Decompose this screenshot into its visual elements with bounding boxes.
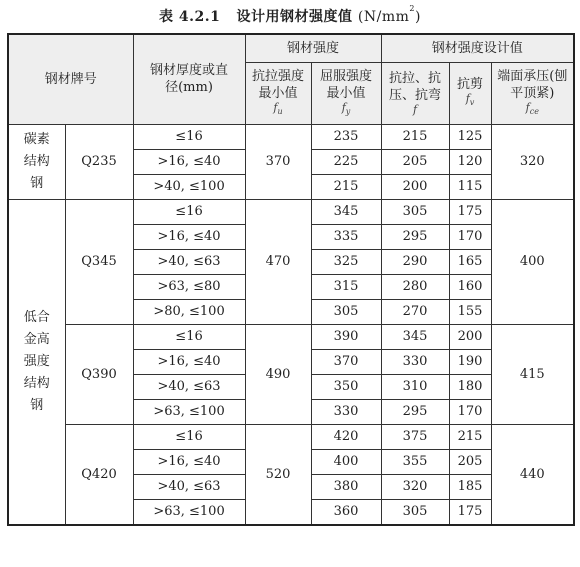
header-fu bbox=[245, 62, 311, 124]
header-fv-symbol bbox=[450, 93, 491, 109]
fce-cell: 415 bbox=[491, 324, 574, 424]
f-cell: 280 bbox=[381, 274, 449, 299]
f-cell: 270 bbox=[381, 299, 449, 324]
thickness-cell: >63, ≤80 bbox=[133, 274, 245, 299]
category-cell: 低合金高强度结构钢 bbox=[8, 199, 65, 525]
header-fv bbox=[449, 62, 491, 124]
fv-cell: 160 bbox=[449, 274, 491, 299]
fv-cell: 190 bbox=[449, 349, 491, 374]
caption-unit-end: ) bbox=[414, 9, 421, 25]
thickness-cell: >16, ≤40 bbox=[133, 449, 245, 474]
fy-cell: 390 bbox=[311, 324, 381, 349]
f-cell: 310 bbox=[381, 374, 449, 399]
header-fv-label: 抗剪 bbox=[457, 77, 484, 93]
fce-cell: 440 bbox=[491, 424, 574, 525]
fu-sub: u bbox=[277, 107, 283, 117]
thickness-cell: >40, ≤63 bbox=[133, 374, 245, 399]
fv-cell: 215 bbox=[449, 424, 491, 449]
f-cell: 375 bbox=[381, 424, 449, 449]
f-cell: 330 bbox=[381, 349, 449, 374]
header-f-symbol: f bbox=[412, 103, 418, 116]
header-fce-label: 端面承压(刨平顶紧) bbox=[497, 68, 568, 101]
fy-cell: 380 bbox=[311, 474, 381, 499]
fy-cell: 345 bbox=[311, 199, 381, 224]
fy-cell: 305 bbox=[311, 299, 381, 324]
fv-cell: 120 bbox=[449, 149, 491, 174]
header-thickness bbox=[133, 34, 245, 124]
thickness-cell: >80, ≤100 bbox=[133, 299, 245, 324]
fv-cell: 115 bbox=[449, 174, 491, 199]
header-strength: 钢材强度 bbox=[245, 34, 381, 62]
table-row bbox=[8, 324, 574, 349]
grade-cell: Q235 bbox=[65, 124, 133, 199]
f-cell: 205 bbox=[381, 149, 449, 174]
table-row bbox=[8, 424, 574, 449]
table-body bbox=[8, 124, 574, 525]
fy-sub: y bbox=[345, 107, 351, 117]
header-fy-label: 屈服强度最小值 bbox=[320, 68, 373, 101]
fce-sym: f bbox=[525, 100, 530, 114]
fv-cell: 165 bbox=[449, 249, 491, 274]
thickness-cell: >16, ≤40 bbox=[133, 149, 245, 174]
fv-sym: f bbox=[465, 92, 470, 106]
grade-cell: Q345 bbox=[65, 199, 133, 324]
fy-cell: 235 bbox=[311, 124, 381, 149]
thickness-cell: >63, ≤100 bbox=[133, 499, 245, 525]
thickness-cell: >40, ≤63 bbox=[133, 474, 245, 499]
thickness-cell: ≤16 bbox=[133, 124, 245, 149]
f-cell: 345 bbox=[381, 324, 449, 349]
fv-cell: 175 bbox=[449, 499, 491, 525]
fu-sym: f bbox=[273, 100, 278, 114]
fu-cell: 470 bbox=[245, 199, 311, 324]
fy-cell: 370 bbox=[311, 349, 381, 374]
thickness-cell: >16, ≤40 bbox=[133, 349, 245, 374]
fce-cell: 320 bbox=[491, 124, 574, 199]
table-row bbox=[8, 124, 574, 149]
table-caption bbox=[0, 6, 580, 26]
header-fu-symbol bbox=[246, 102, 311, 118]
fv-cell: 200 bbox=[449, 324, 491, 349]
caption-title: 设计用钢材强度值 bbox=[236, 9, 353, 25]
fv-cell: 185 bbox=[449, 474, 491, 499]
header-design: 钢材强度设计值 bbox=[381, 34, 574, 62]
caption-unit-sup: 2 bbox=[409, 4, 415, 13]
fy-sym: f bbox=[341, 100, 346, 114]
f-cell: 200 bbox=[381, 174, 449, 199]
fv-sub: v bbox=[469, 98, 475, 108]
fv-cell: 205 bbox=[449, 449, 491, 474]
header-fu-label: 抗拉强度最小值 bbox=[252, 68, 305, 101]
f-cell: 320 bbox=[381, 474, 449, 499]
f-cell: 305 bbox=[381, 499, 449, 525]
fce-cell: 400 bbox=[491, 199, 574, 324]
header-fy bbox=[311, 62, 381, 124]
thickness-cell: ≤16 bbox=[133, 324, 245, 349]
f-cell: 355 bbox=[381, 449, 449, 474]
fy-cell: 350 bbox=[311, 374, 381, 399]
thickness-cell: >16, ≤40 bbox=[133, 224, 245, 249]
fu-cell: 520 bbox=[245, 424, 311, 525]
header-fce-symbol bbox=[492, 102, 574, 118]
thickness-cell: ≤16 bbox=[133, 424, 245, 449]
grade-cell: Q390 bbox=[65, 324, 133, 424]
header-fy-symbol bbox=[312, 102, 381, 118]
caption-unit: (N/mm bbox=[357, 9, 410, 25]
f-cell: 215 bbox=[381, 124, 449, 149]
fy-cell: 325 bbox=[311, 249, 381, 274]
f-cell: 295 bbox=[381, 399, 449, 424]
thickness-cell: >63, ≤100 bbox=[133, 399, 245, 424]
f-cell: 295 bbox=[381, 224, 449, 249]
caption-label: 表 4.2.1 bbox=[159, 9, 221, 25]
header-f bbox=[381, 62, 449, 124]
fy-cell: 330 bbox=[311, 399, 381, 424]
fy-cell: 315 bbox=[311, 274, 381, 299]
header-thickness-text: 钢材厚度或直径(mm) bbox=[150, 63, 229, 96]
fu-cell: 490 bbox=[245, 324, 311, 424]
fv-cell: 175 bbox=[449, 199, 491, 224]
fv-cell: 170 bbox=[449, 224, 491, 249]
fv-cell: 125 bbox=[449, 124, 491, 149]
fy-cell: 420 bbox=[311, 424, 381, 449]
fy-cell: 360 bbox=[311, 499, 381, 525]
category-cell: 碳素结构钢 bbox=[8, 124, 65, 199]
fce-sub: ce bbox=[529, 107, 539, 117]
fy-cell: 400 bbox=[311, 449, 381, 474]
fv-cell: 180 bbox=[449, 374, 491, 399]
fv-cell: 155 bbox=[449, 299, 491, 324]
fy-cell: 225 bbox=[311, 149, 381, 174]
table-wrapper bbox=[7, 33, 573, 526]
f-cell: 305 bbox=[381, 199, 449, 224]
header-f-label: 抗拉、抗压、抗弯 bbox=[389, 71, 442, 103]
thickness-cell: >40, ≤63 bbox=[133, 249, 245, 274]
header-grade: 钢材牌号 bbox=[8, 34, 133, 124]
fy-cell: 215 bbox=[311, 174, 381, 199]
fy-cell: 335 bbox=[311, 224, 381, 249]
grade-cell: Q420 bbox=[65, 424, 133, 525]
table-row bbox=[8, 199, 574, 224]
f-cell: 290 bbox=[381, 249, 449, 274]
fv-cell: 170 bbox=[449, 399, 491, 424]
thickness-cell: ≤16 bbox=[133, 199, 245, 224]
steel-strength-table bbox=[7, 33, 575, 526]
fu-cell: 370 bbox=[245, 124, 311, 199]
header-fce bbox=[491, 62, 574, 124]
thickness-cell: >40, ≤100 bbox=[133, 174, 245, 199]
